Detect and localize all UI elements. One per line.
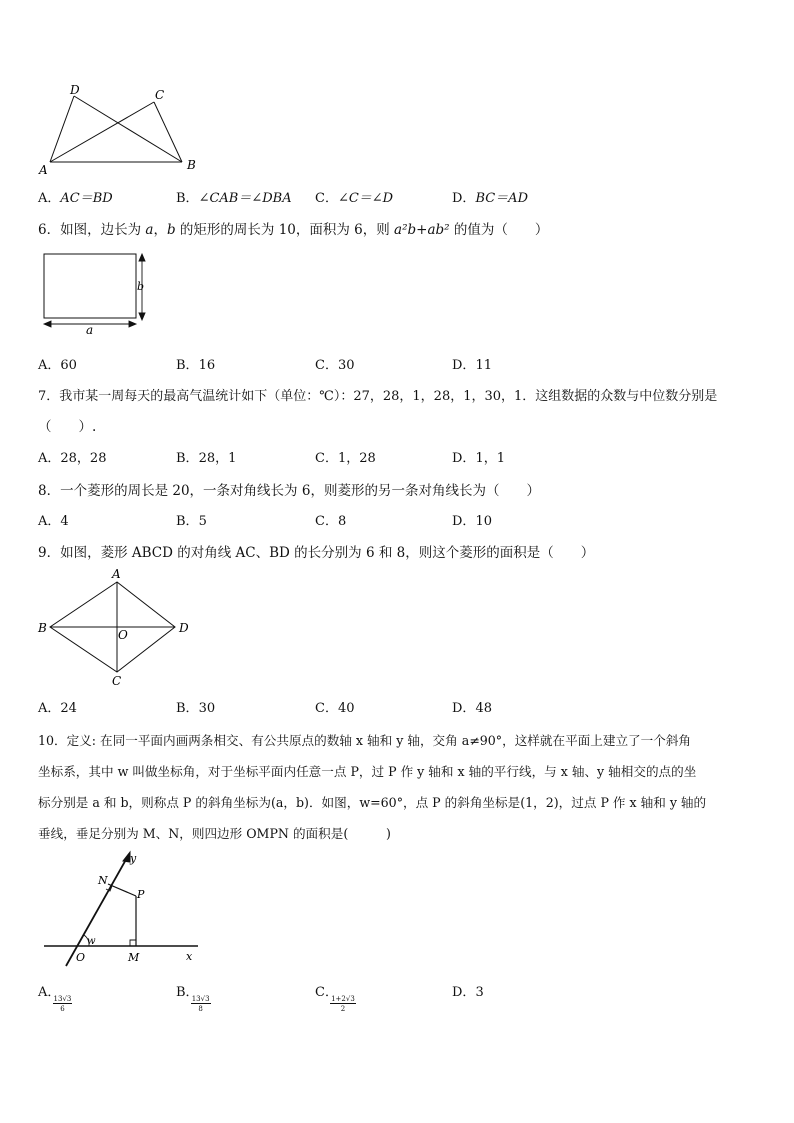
q6-arrowhead-b-bottom xyxy=(139,313,145,320)
q9-label-a: A xyxy=(112,567,121,581)
q10-option-d[interactable]: D．3 xyxy=(452,985,484,1000)
q5-label-b: B xyxy=(187,158,196,172)
q6-rectangle xyxy=(44,254,136,318)
q8-option-b[interactable]: B．5 xyxy=(176,514,207,529)
q6-label-b: b xyxy=(137,280,145,293)
q5-option-d[interactable]: D．BC＝AD xyxy=(452,191,528,206)
q7-option-d[interactable]: D．1，1 xyxy=(452,451,505,466)
q7-stem-line-2: （ ）. xyxy=(38,419,97,435)
q10-label-y: y xyxy=(130,852,137,865)
q8-stem: 8．一个菱形的周长是 20，一条对角线长为 6，则菱形的另一条对角线长为（ ） xyxy=(38,483,540,499)
q10-right-angle-m xyxy=(130,940,136,946)
q8-option-a[interactable]: A．4 xyxy=(38,514,69,529)
q9-label-c: C xyxy=(112,674,122,688)
q9-option-c[interactable]: C．40 xyxy=(315,701,355,716)
q7-stem-line-1: 7．我市某一周每天的最高气温统计如下（单位：℃）：27，28，1，28，1，30，1．这组数据的众数与中位数分别是 xyxy=(38,389,718,404)
q10-option-c[interactable]: C． $\frac{1+2√3}{2}$ xyxy=(315,985,355,1013)
q10-option-a-fraction: $\frac{13√3}{6}$ xyxy=(53,995,72,1013)
q5-label-c: C xyxy=(155,88,165,102)
q7-option-b[interactable]: B．28，1 xyxy=(176,451,237,466)
q5-segment-ad xyxy=(50,96,74,162)
q6-option-d[interactable]: D．11 xyxy=(452,358,492,373)
q10-label-o: O xyxy=(76,951,86,964)
q6-arrowhead-a-left xyxy=(44,321,51,327)
q8-option-d[interactable]: D．10 xyxy=(452,514,492,529)
q5-segment-bd xyxy=(74,96,182,162)
q6-arrowhead-b-top xyxy=(139,254,145,261)
q7-option-c[interactable]: C．1，28 xyxy=(315,451,376,466)
q10-stem-line-4: 垂线，垂足分别为 M、N，则四边形 OMPN 的面积是( ) xyxy=(38,826,391,841)
q5-label-a: A xyxy=(39,163,48,177)
q10-option-c-fraction: $\frac{1+2√3}{2}$ xyxy=(331,995,355,1013)
q9-option-b[interactable]: B．30 xyxy=(176,701,216,716)
q10-label-x: x xyxy=(186,950,193,963)
q8-option-c[interactable]: C．8 xyxy=(315,514,347,529)
q6-label-a: a xyxy=(86,323,94,337)
q10-label-p: P xyxy=(137,888,145,901)
q10-figure xyxy=(40,850,210,970)
q6-option-b[interactable]: B．16 xyxy=(176,358,216,373)
q10-y-axis xyxy=(66,856,128,966)
q6-option-c[interactable]: C．30 xyxy=(315,358,355,373)
q9-option-d[interactable]: D．48 xyxy=(452,701,492,716)
q10-option-a[interactable]: A． $\frac{13√3}{6}$ xyxy=(38,985,72,1013)
q9-label-b: B xyxy=(38,621,47,635)
q5-segment-ac xyxy=(50,102,154,162)
q6-arrowhead-a-right xyxy=(129,321,136,327)
q6-option-a[interactable]: A．60 xyxy=(38,358,77,373)
q10-label-w: w xyxy=(87,936,96,947)
q9-label-o: O xyxy=(118,628,128,642)
q10-y-arrowhead xyxy=(123,852,130,862)
q9-stem: 9．如图，菱形 ABCD 的对角线 AC、BD 的长分别为 6 和 8，则这个菱形的面积是（ ） xyxy=(38,545,595,561)
q7-option-a[interactable]: A．28，28 xyxy=(38,451,107,466)
q10-option-b-fraction: $\frac{13√3}{8}$ xyxy=(191,995,210,1013)
q10-stem-line-3: 标分别是 a 和 b，则称点 P 的斜角坐标为(a，b)．如图，w=60°，点 P 的斜角坐标是(1，2)，过点 P 作 x 轴和 y 轴的 xyxy=(38,795,707,810)
q5-label-d: D xyxy=(70,83,80,97)
q9-option-a[interactable]: A．24 xyxy=(38,701,77,716)
q9-figure xyxy=(36,566,196,690)
q10-stem-line-2: 坐标系，其中 w 叫做坐标角，对于坐标平面内任意一点 P，过 P 作 y 轴和 x 轴的平行线，与 x 轴、y 轴相交的点的坐 xyxy=(38,764,697,779)
q6-stem: 6．如图，边长为 a，b 的矩形的周长为 10，面积为 6，则 a²b+ab² 的值为（ ） xyxy=(38,222,549,238)
q5-option-b[interactable]: B．∠CAB＝∠DBA xyxy=(176,191,292,206)
q6-figure xyxy=(38,248,158,338)
q9-label-d: D xyxy=(179,621,189,635)
q10-segment-np xyxy=(108,884,136,896)
q10-label-m: M xyxy=(128,951,140,964)
q5-option-a[interactable]: A．AC＝BD xyxy=(38,191,113,206)
q10-stem-line-1: 10．定义: 在同一平面内画两条相交、有公共原点的数轴 x 轴和 y 轴，交角 a≠90°，这样就在平面上建立了一个斜角 xyxy=(38,733,692,748)
q10-label-n: N xyxy=(98,874,108,887)
q5-figure xyxy=(38,82,198,178)
q5-option-c[interactable]: C．∠C＝∠D xyxy=(315,191,394,206)
q10-option-b[interactable]: B． $\frac{13√3}{8}$ xyxy=(176,985,210,1013)
